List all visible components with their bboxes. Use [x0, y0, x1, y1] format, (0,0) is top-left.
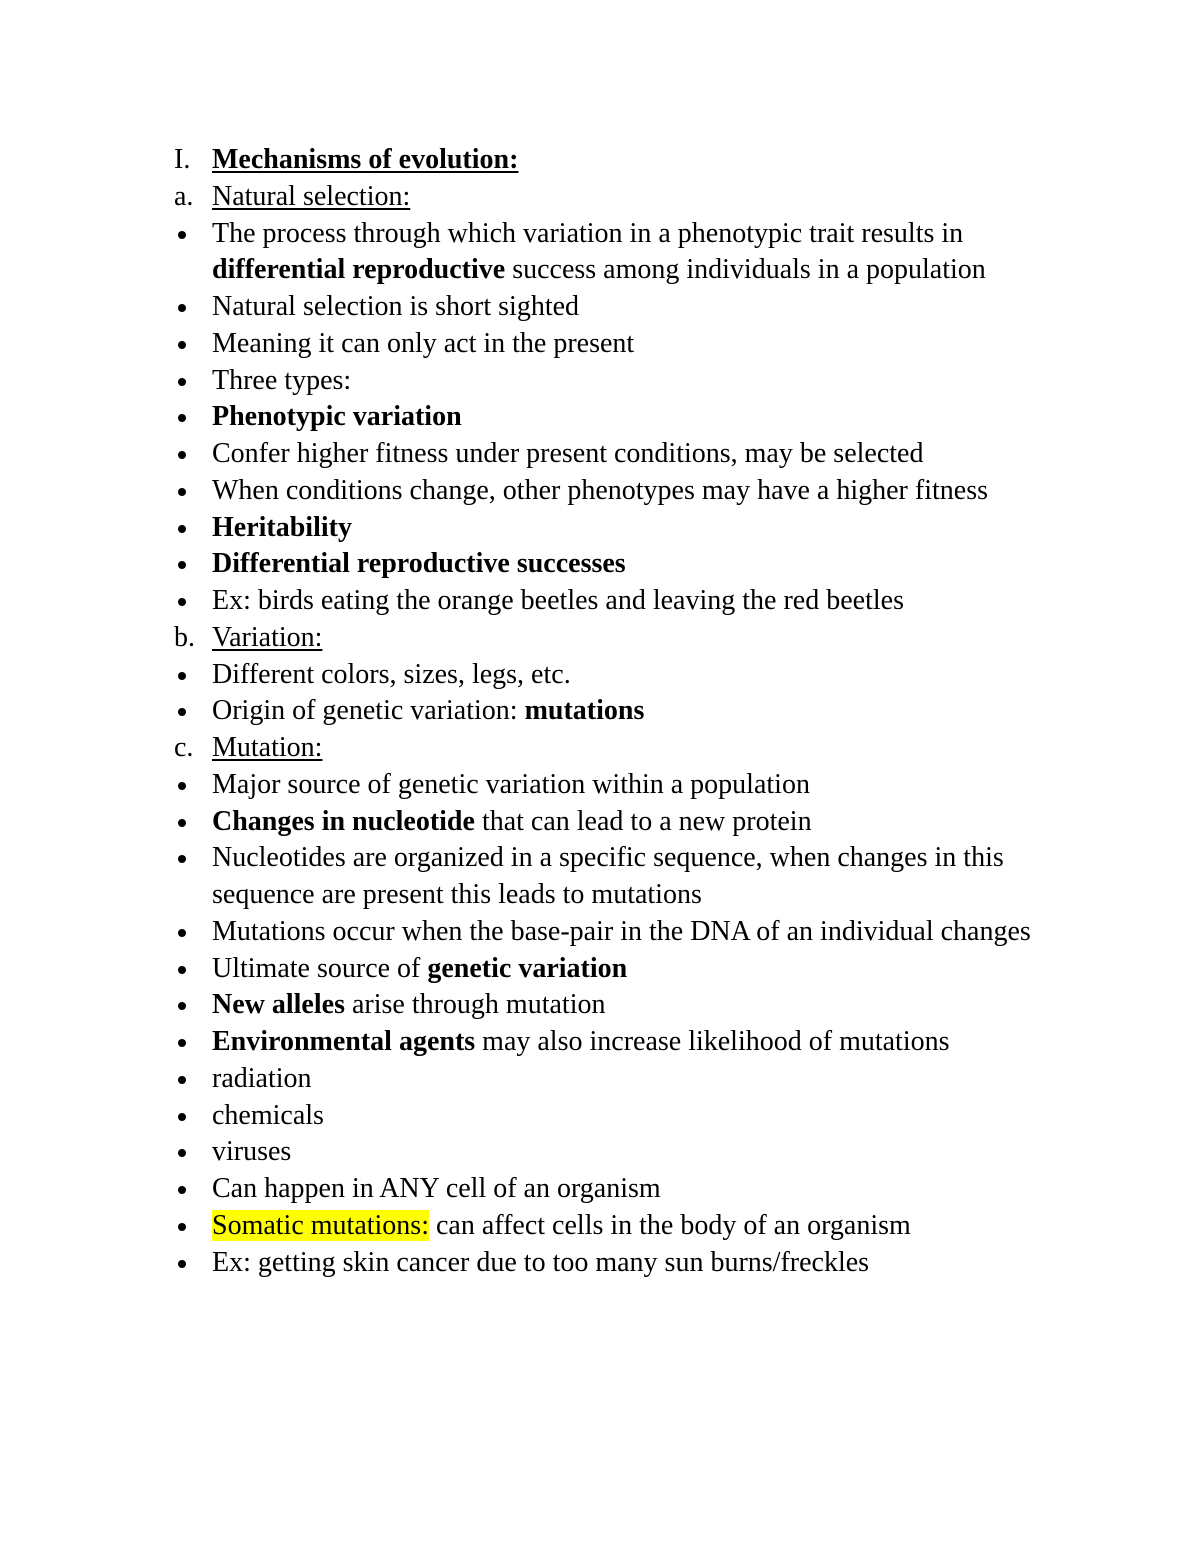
subsection-title: Mutation:: [212, 732, 323, 763]
text-run: Mutations occur when the base-pair in the DNA of an individual changes: [212, 915, 1031, 947]
bold-text: differential reproductive: [212, 254, 506, 286]
text-run: Origin of genetic variation:: [212, 695, 525, 727]
bold-text: Heritability: [212, 511, 352, 543]
bullet-item: [174, 326, 1074, 363]
bullet-item: [174, 1098, 1074, 1135]
heading-marker: I.: [174, 144, 191, 175]
bullet-icon: [178, 708, 186, 716]
text-run: Major source of genetic variation within a population: [212, 768, 810, 800]
text-run: Natural selection is short sighted: [212, 291, 580, 322]
bullet-item: [174, 216, 1074, 290]
text-run: chemicals: [212, 1099, 324, 1131]
text-run: Can happen in ANY cell of an organism: [212, 1173, 661, 1204]
text-run: Different colors, sizes, legs, etc.: [212, 658, 571, 690]
bullet-item: [174, 1061, 1074, 1098]
section-heading: [174, 142, 1074, 179]
text-run: Ex: birds eating the orange beetles and leaving the red beetles: [212, 585, 904, 616]
text-run: Nucleotides are organized in a specific sequence, when changes in this sequence are present this leads to mutations: [212, 842, 1004, 910]
bullet-item: [174, 767, 1074, 804]
bullet-item: [174, 951, 1074, 988]
text-run: The process through which variation in a phenotypic trait results in: [212, 217, 964, 249]
highlighted-text: Somatic mutations:: [212, 1209, 429, 1241]
text-run: Three types:: [212, 364, 352, 396]
subsection-heading: [174, 179, 1074, 216]
bullet-icon: [178, 672, 186, 680]
bullet-icon: [178, 304, 186, 312]
bullet-item: [174, 804, 1074, 841]
bullet-icon: [178, 525, 186, 533]
bullet-item: [174, 1171, 1074, 1208]
bullet-item: [174, 693, 1074, 730]
text-run: success among individuals in a population: [505, 254, 986, 286]
heading-text: Mechanisms of evolution:: [212, 144, 519, 175]
notes-content: [174, 142, 1074, 1281]
bullet-item: [174, 363, 1074, 400]
bullet-icon: [178, 855, 186, 863]
text-run: When conditions change, other phenotypes may have a higher fitness: [212, 474, 988, 506]
bullet-item: [174, 399, 1074, 436]
bullet-icon: [178, 1039, 186, 1047]
subsection-marker: a.: [174, 180, 194, 212]
bullet-icon: [178, 598, 186, 606]
bullet-icon: [178, 451, 186, 459]
bullet-icon: [178, 488, 186, 496]
bullet-icon: [178, 1149, 186, 1157]
text-run: can affect cells in the body of an organism: [429, 1209, 911, 1241]
subsection-marker: b.: [174, 621, 195, 653]
text-run: radiation: [212, 1062, 312, 1094]
text-run: Meaning it can only act in the present: [212, 327, 635, 359]
bold-text: genetic variation: [427, 952, 628, 984]
bullet-item: [174, 1245, 1074, 1282]
bold-text: Changes in nucleotide: [212, 805, 475, 837]
bullet-icon: [178, 378, 186, 386]
bullet-icon: [178, 1260, 186, 1268]
bullet-item: [174, 473, 1074, 510]
bullet-icon: [178, 561, 186, 569]
bullet-icon: [178, 929, 186, 937]
bullet-item: [174, 546, 1074, 583]
bold-text: Environmental agents: [212, 1026, 476, 1057]
text-run: Ex: getting skin cancer due to too many sun burns/freckles: [212, 1246, 870, 1278]
text-run: that can lead to a new protein: [474, 805, 812, 837]
bold-text: mutations: [524, 695, 645, 727]
subsection-heading: [174, 730, 1074, 767]
subsection-heading: [174, 620, 1074, 657]
bullet-icon: [178, 1113, 186, 1121]
bullet-item: [174, 510, 1074, 547]
text-run: Confer higher fitness under present conditions, may be selected: [212, 438, 924, 469]
bullet-item: [174, 1024, 1074, 1061]
bullet-icon: [178, 414, 186, 422]
bullet-icon: [178, 782, 186, 790]
bullet-icon: [178, 341, 186, 349]
bullet-item: [174, 987, 1074, 1024]
text-run: viruses: [212, 1136, 292, 1168]
bullet-icon: [178, 1223, 186, 1231]
text-run: arise through mutation: [344, 989, 606, 1021]
text-run: Ultimate source of: [212, 952, 428, 984]
subsection-title: Natural selection:: [212, 180, 411, 212]
bullet-item: [174, 583, 1074, 620]
bold-text: Phenotypic variation: [212, 401, 462, 433]
bullet-item: [174, 657, 1074, 694]
bullet-icon: [178, 231, 186, 239]
bullet-item: [174, 436, 1074, 473]
bullet-icon: [178, 819, 186, 827]
bullet-item: [174, 289, 1074, 326]
bullet-item: [174, 1134, 1074, 1171]
bold-text: New alleles: [212, 989, 345, 1021]
text-run: may also increase likelihood of mutations: [475, 1026, 950, 1057]
bullet-item: [174, 914, 1074, 951]
bullet-icon: [178, 1002, 186, 1010]
bullet-item: [174, 840, 1074, 914]
bullet-icon: [178, 1186, 186, 1194]
bullet-icon: [178, 966, 186, 974]
subsection-title: Variation:: [212, 621, 323, 653]
bullet-icon: [178, 1076, 186, 1084]
bold-text: Differential reproductive successes: [212, 548, 626, 580]
subsection-marker: c.: [174, 732, 194, 763]
bullet-item: [174, 1208, 1074, 1245]
